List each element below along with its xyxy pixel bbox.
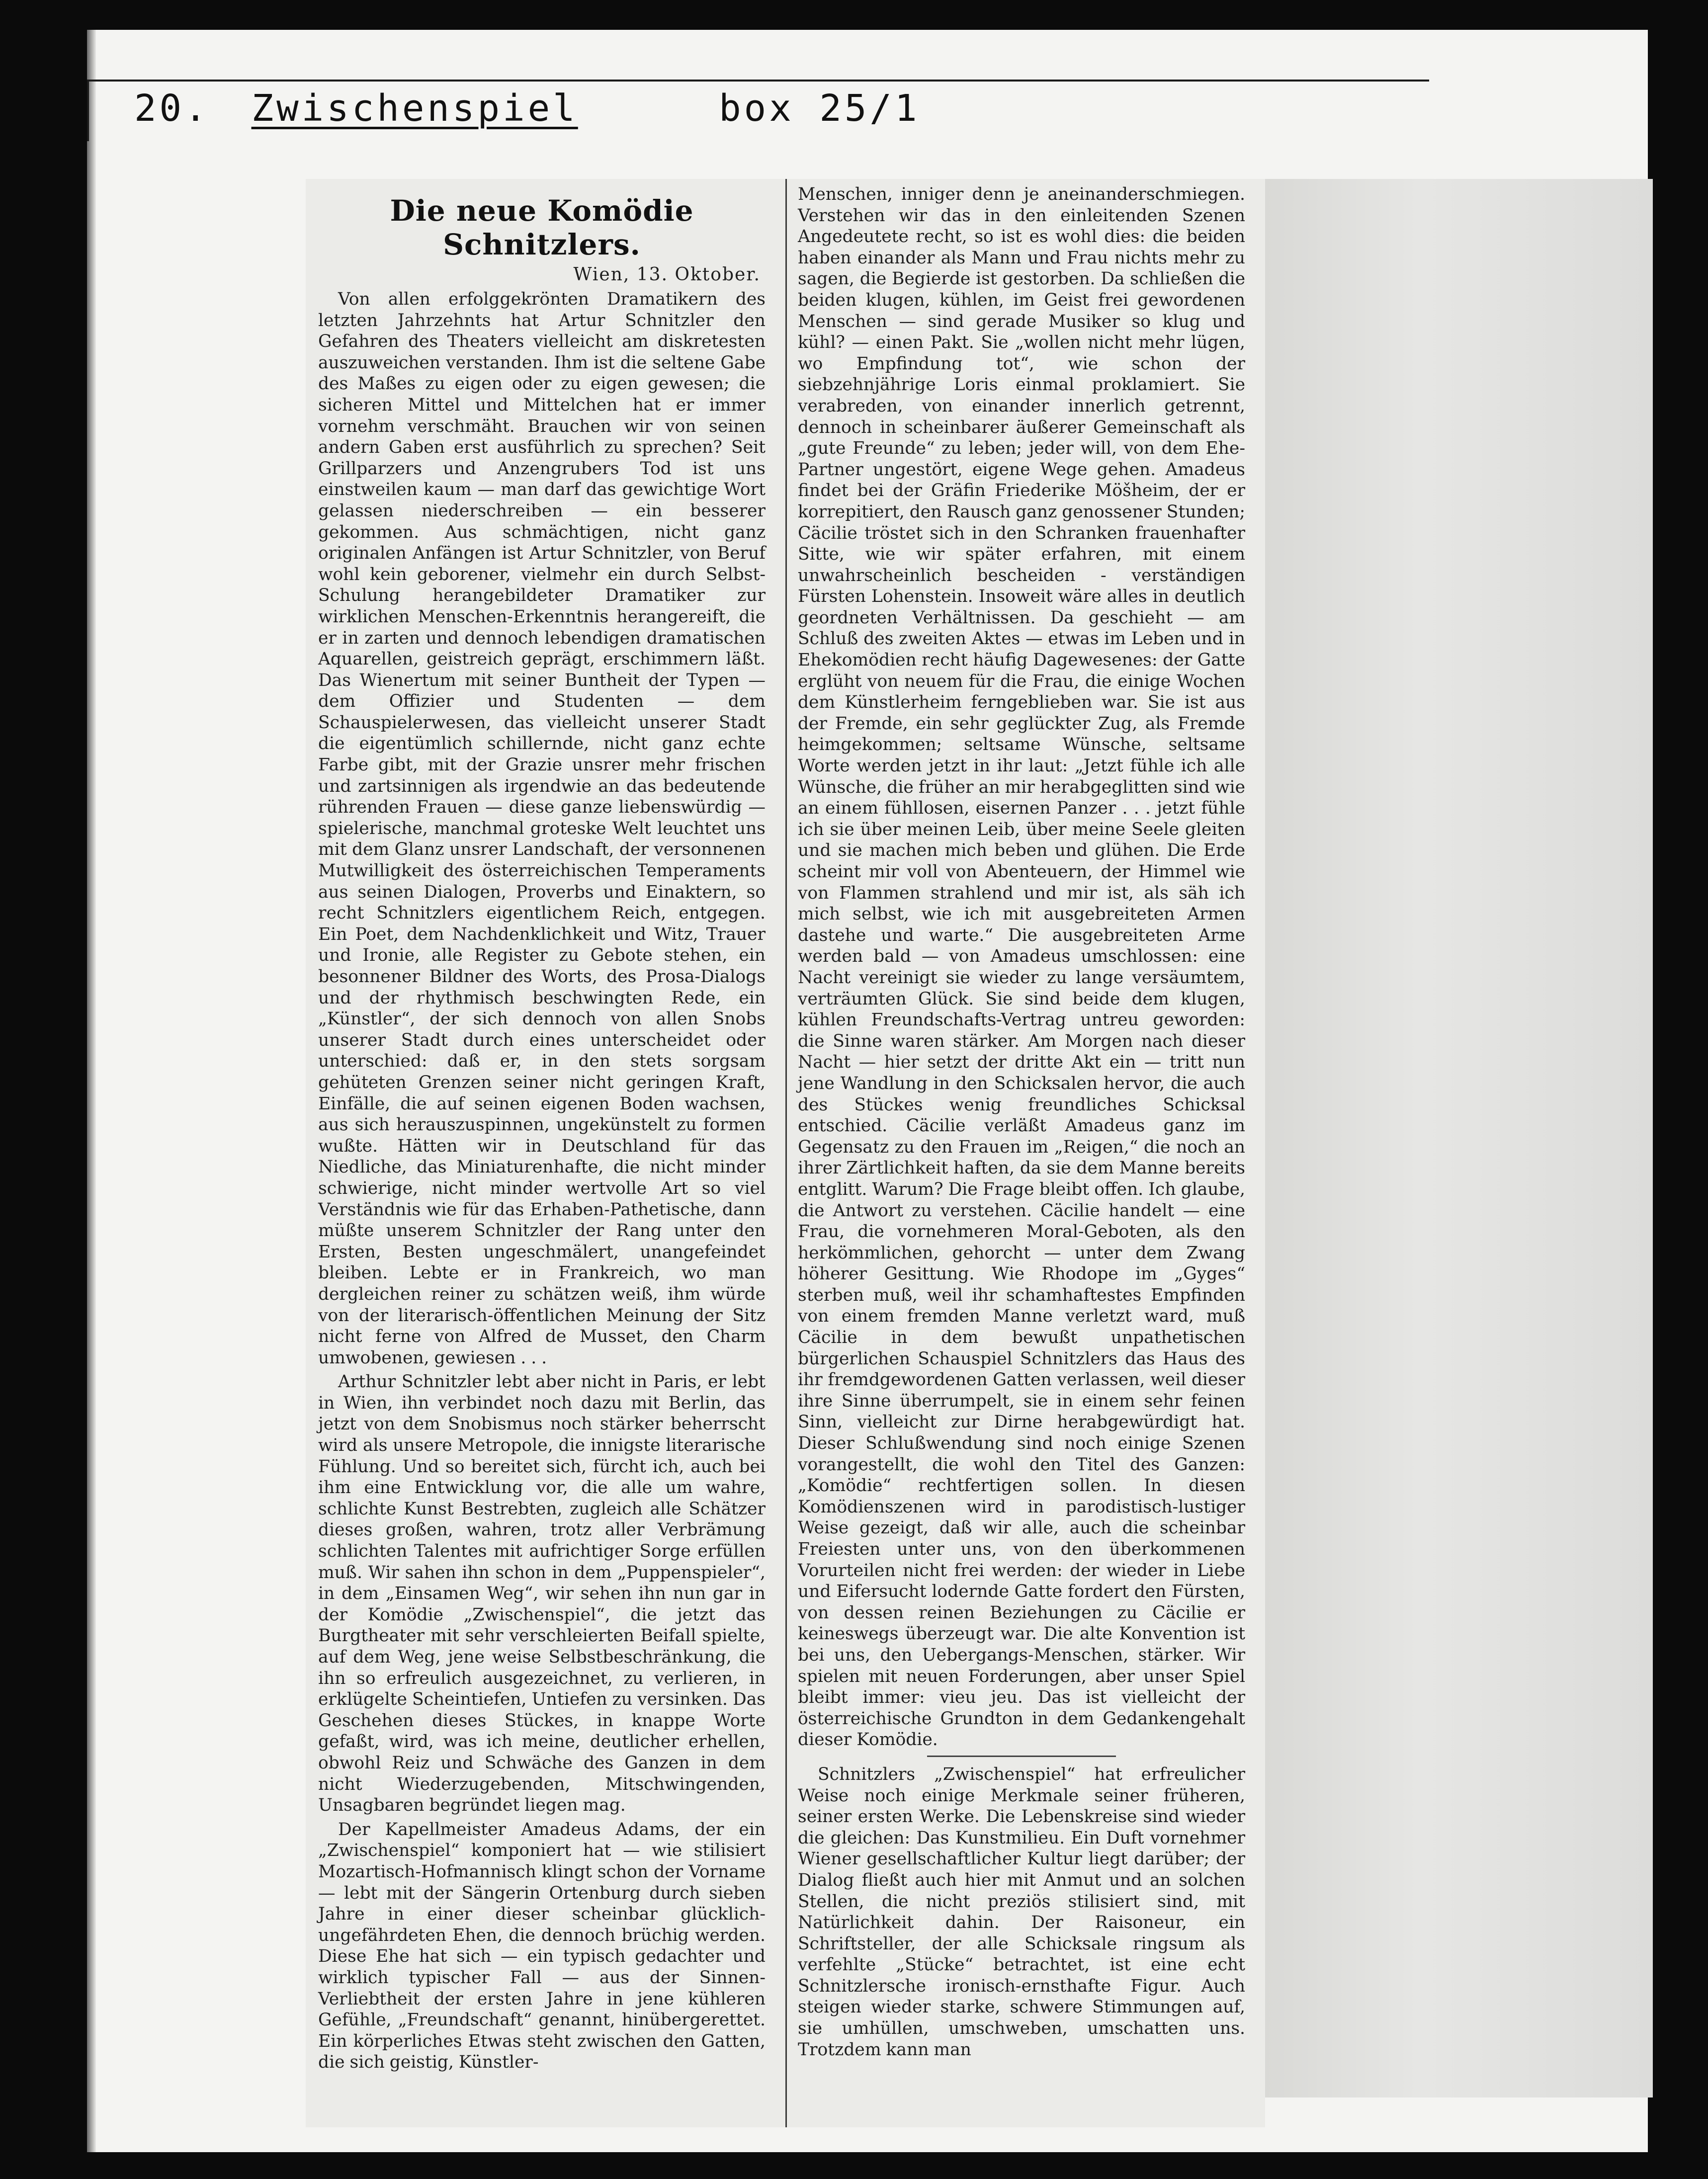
series-title: Zwischenspiel bbox=[251, 87, 578, 130]
article-paragraph: Arthur Schnitzler lebt aber nicht in Paris, er lebt in Wien, ihn verbindet noch dazu mit Berlin, das jetzt von dem Snobismus noch stärker beherrscht wird als unsere Metropole, die innigste literarische Fühlung. Und so bereitet sich, fürcht ich, auch bei ihm eine Entwicklung vor, die alle um wahre, schlichte Kunst Bestrebten, zugleich alle Schätzer dieses großen, wahren, trotz aller Verbrämung schlichten Talentes mit aufrichtiger Sorge erfüllen muß. Wir sahen ihn schon in dem „Puppenspieler“, in dem „Einsamen Weg“, wir sehen ihn nun gar in der Komödie „Zwischenspiel“, die jetzt das Burgtheater mit sehr verschleierten Beifall spielte, auf dem Weg, jene weise Selbstbeschränkung, die ihn so erfreulich ausgezeichnet, zu verlieren, in erklügelte Scheintiefen, Untiefen zu versinken. Das Geschehen dieses Stückes, in knappe Worte gefaßt, wird, was ich meine, deutlicher erhellen, obwohl Reiz und Schwäche des Ganzen in dem nicht Wiederzugebenden, Mitschwingenden, Unsagbaren begründet liegen mag. bbox=[318, 1372, 766, 1816]
section-rule bbox=[927, 1756, 1116, 1757]
article-headline: Die neue Komödie Schnitzlers. bbox=[390, 194, 694, 261]
column-divider bbox=[785, 179, 787, 2127]
series-number: 20. bbox=[134, 87, 210, 130]
sheet-edge-shadow bbox=[87, 30, 96, 2152]
right-margin-area bbox=[1265, 179, 1653, 2097]
header-rule bbox=[87, 80, 1429, 82]
article-paragraph: Von allen erfolggekrönten Dramatikern des letzten Jahrzehnts hat Artur Schnitzler den Gefahren des Theaters vielleicht am diskretesten auszuweichen verstanden. Ihm ist die seltene Gabe des Maßes zu eigen oder zu eigen gewesen; die sicheren Mittel und Mittelchen hat er immer vornehm verschmäht. Brauchen wir von seinen andern Gaben erst ausführlich zu sprechen? Seit Grillparzers und Anzengrubers Tod ist uns einstweilen kaum — man darf das gewichtige Wort gelassen niederschreiben — ein besserer gekommen. Aus schmächtigen, nicht ganz originalen Anfängen ist Artur Schnitzler, von Beruf wohl kein geborener, vielmehr ein durch Selbst-Schulung herangebildeter Dramatiker zur wirklichen Menschen-Erkenntnis herangereift, die er in zarten und dennoch lebendigen dramatischen Aquarellen, geistreich geprägt, erschimmern läßt. Das Wienertum mit seiner Buntheit der Typen — dem Offizier und Studenten — dem Schauspielerwesen, das vielleicht unserer Stadt die eigentümlich schillernde, nicht ganz echte Farbe gibt, mit der Grazie unsrer mehr frischen und zartsinnigen als irgendwie an das bedeutende rührenden Frauen — diese ganze liebenswürdig — spielerische, manchmal groteske Welt leuchtet uns mit dem Glanz unsrer Landschaft, der versonnenen Mutwilligkeit des österreichischen Temperaments aus seinen Dialogen, Proverbs und Einaktern, so recht Schnitzlers eigentlichem Reich, entgegen. Ein Poet, dem Nachdenklichkeit und Witz, Trauer und Ironie, alle Register zu Gebote stehen, ein besonnener Bildner des Worts, des Prosa-Dialogs und der rhythmisch beschwingten Rede, ein „Künstler“, der sich dennoch von allen Snobs unserer Stadt durch eines unterscheidet oder unterschied: daß er, in den stets sorgsam gehüteten Grenzen seiner nicht geringen Kraft, Einfälle, die auf seinen eigenen Boden wachsen, aus sich herauszuspinnen, ungekünstelt zu formen wußte. Hätten wir in Deutschland für das Niedliche, das Miniaturenhafte, die nicht minder schwierige, nicht minder wertvolle Art so viel Verständnis wie für das Erhaben-Pathetische, dann müßte unserem Schnitzler der Rang unter den Ersten, Besten ungeschmälert, unangefeindet bleiben. Lebte er in Frankreich, wo man dergleichen reiner zu schätzen weiß, ihm würde von der literarisch-öffentlichen Meinung der Sitz nicht ferne von Alfred de Musset, den Charm umwobenen, gewiesen . . . bbox=[318, 289, 766, 1368]
article-paragraph: Menschen, inniger denn je aneinanderschmiegen. Verstehen wir das in den einleitenden Szenen Angedeutete recht, so ist es wohl dies: die beiden haben einander als Mann und Frau nichts mehr zu sagen, die Begierde ist gestorben. Da schließen die beiden klugen, kühlen, im Geist frei gewordenen Menschen — sind gerade Musiker so klug und kühl? — einen Pakt. Sie „wollen nicht mehr lügen, wo Empfindung tot“, wie schon der siebzehnjährige Loris einmal proklamiert. Sie verabreden, von einander innerlich getrennt, dennoch in scheinbarer äußerer Gemeinschaft als „gute Freunde“ zu leben; jeder will, von dem Ehe-Partner ungestört, eigene Wege gehen. Amadeus findet bei der Gräfin Friederike Möšheim, der er korrepitiert, den Rausch ganz genossener Stunden; Cäcilie tröstet sich in den Schranken frauenhafter Sitte, wie wir später erfahren, mit einem unwahrscheinlich bescheiden - verständigen Fürsten Lohenstein. Insoweit wäre alles in deutlich geordneten Verhältnissen. Da geschieht — am Schluß des zweiten Aktes — etwas im Leben und in Ehekomödien recht häufig Dagewesenes: der Gatte erglüht von neuem für die Frau, die einige Wochen dem Künstlerheim ferngeblieben war. Sie ist aus der Fremde, ein sehr geglückter Zug, als Fremde heimgekommen; seltsame Wünsche, seltsame Worte werden jetzt in ihr laut: „Jetzt fühle ich alle Wünsche, die früher an mir herabgeglitten sind wie an einem fühllosen, eisernen Panzer . . . jetzt fühle ich sie über meinen Leib, über meine Seele gleiten und sie machen mich beben und glühen. Die Erde scheint mir voll von Abenteuern, der Himmel wie von Flammen strahlend und mir ist, als säh ich mich selbst, wie ich mit ausgebreiteten Armen dastehe und warte.“ Die ausgebreiteten Arme werden bald — von Amadeus umschlossen: eine Nacht vereinigt sie wieder zu lange versäumtem, verträumten Glück. Sie sind beide dem klugen, kühlen Freundschafts-Vertrag untreu geworden: die Sinne waren stärker. Am Morgen nach dieser Nacht — hier setzt der dritte Akt ein — tritt nun jene Wandlung in den Schicksalen hervor, die auch des Stückes wenig freundliches Schicksal entschied. Cäcilie verläßt Amadeus ganz im Gegensatz zu den Frauen im „Reigen,“ die noch an ihrer Zärtlichkeit haften, da sie dem Manne bereits entglitt. Warum? Die Frage bleibt offen. Ich glaube, die Antwort zu verstehen. Cäcilie handelt — eine Frau, die vornehmeren Moral-Geboten, als den herkömmlichen, gehorcht — unter dem Zwang höherer Gesittung. Wie Rhodope im „Gyges“ sterben muß, weil ihr schamhaftestes Empfinden von einem fremden Manne verletzt ward, muß Cäcilie in dem bewußt unpathetischen bürgerlichen Schauspiel Schnitzlers das Haus des ihr fremdgewordenen Gatten verlassen, weil dieser ihre Sinne überrumpelt, sie in einem sehr feinen Sinn, vielleicht zur Dirne herabgewürdigt hat. Dieser Schlußwendung sind noch einige Szenen vorangestellt, die wohl den Titel des Ganzen: „Komödie“ rechtfertigen sollen. In diesen Komödienszenen wird in parodistisch-lustiger Weise gezeigt, daß wir alle, auch die scheinbar Freiesten unter uns, von den überkommenen Vorurteilen nicht frei werden: der wieder in Liebe und Eifersucht lodernde Gatte fordert den Fürsten, von dessen reinen Beziehungen zu Cäcilie er keineswegs überzeugt war. Die alte Konvention ist bei uns, den Uebergangs-Menschen, stärker. Wir spielen mit neuen Forderungen, aber unser Spiel bleibt immer: vieu jeu. Das ist vielleicht der österreichische Grundton in dem Gedankengehalt dieser Komödie. bbox=[798, 184, 1245, 1750]
article-column-right bbox=[798, 184, 1245, 2063]
article-column-left bbox=[318, 184, 766, 2076]
article-paragraph: Schnitzlers „Zwischenspiel“ hat erfreulicher Weise noch einige Merkmale seiner früheren, seiner ersten Werke. Die Lebenskreise sind wieder die gleichen: Das Kunstmilieu. Ein Duft vornehmer Wiener gesellschaftlicher Kultur liegt darüber; der Dialog fließt auch hier mit Anmut und an solchen Stellen, die nicht preziös stilisiert sind, mit Natürlichkeit dahin. Der Raisoneur, ein Schriftsteller, der alle Schicksale ringsum als verfehlte „Stücke“ betrachtet, ist eine echt Schnitzlersche ironisch-ernsthafte Figur. Auch steigen wieder starke, schwere Stimmungen auf, sie umhüllen, umschweben, umschatten uns. Trotzdem kann man bbox=[798, 1764, 1245, 2060]
article-dateline: Wien, 13. Oktober. bbox=[573, 264, 761, 285]
archive-header bbox=[134, 87, 920, 134]
header-corner-mark bbox=[87, 82, 89, 141]
article-paragraph: Der Kapellmeister Amadeus Adams, der ein „Zwischenspiel“ komponiert hat — wie stilisiert Mozartisch-Hofmannisch klingt schon der Vorname — lebt mit der Sängerin Ortenburg durch sieben Jahre in einer dieser scheinbar glücklich-ungefährdeten Ehen, die dennoch brüchig werden. Diese Ehe hat sich — ein typisch gedachter und wirklich typischer Fall — aus der Sinnen-Verliebtheit der ersten Jahre in jene kühleren Gefühle, „Freundschaft“ genannt, hinübergerettet. Ein körperliches Etwas steht zwischen den Gatten, die sich geistig, Künstler- bbox=[318, 1819, 766, 2073]
box-label: box 25/1 bbox=[719, 87, 920, 130]
